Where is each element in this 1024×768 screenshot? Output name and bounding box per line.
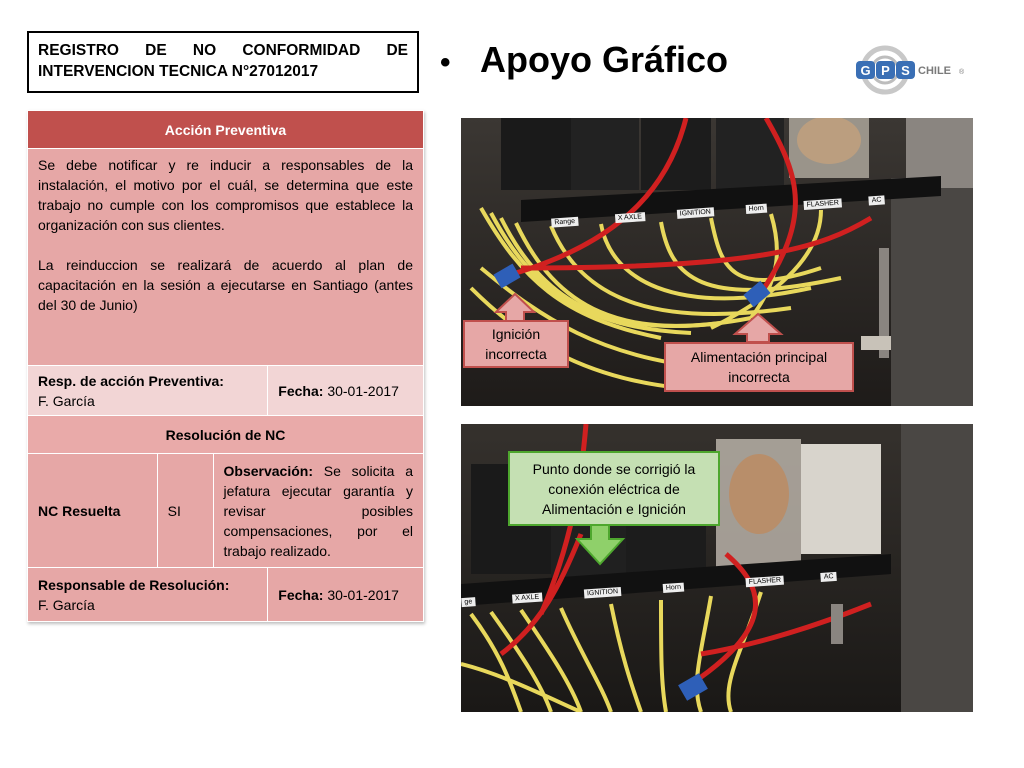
- fecha-preventiva-value: 30-01-2017: [327, 382, 399, 399]
- label-horn: Horn: [745, 204, 767, 214]
- resolucion-header: Resolución de NC: [28, 416, 424, 454]
- logo-brand-text: CHILE: [918, 65, 951, 77]
- resp-resolucion-name: F. García: [38, 596, 95, 613]
- observacion-label: Observación:: [223, 462, 313, 479]
- wiring-photo-before: [461, 118, 973, 406]
- label-ignition: IGNITION: [676, 207, 714, 219]
- fecha-resolucion-value: 30-01-2017: [327, 586, 399, 603]
- bullet-icon: •: [440, 46, 451, 79]
- logo-letter-p: P: [881, 63, 890, 78]
- label2-flasher: FLASHER: [746, 576, 785, 588]
- observacion-cell: [213, 454, 424, 568]
- nc-table: [27, 110, 424, 622]
- label2-horn: Horn: [663, 583, 685, 593]
- logo-letter-g: G: [860, 63, 871, 78]
- label2-range: ge: [461, 597, 475, 607]
- resp-resolucion-cell: [28, 568, 268, 622]
- logo-letter-s: S: [901, 63, 910, 78]
- label-flasher: FLASHER: [803, 198, 842, 210]
- label-x-axle: X AXLE: [615, 212, 646, 223]
- nc-resuelta-cell: NC Resuelta: [28, 454, 158, 568]
- arrow-down-icon-punto: [577, 524, 623, 564]
- callout-punto-corregido: Punto donde se corrigió la conexión eléctrica de Alimentación e Ignición: [508, 451, 720, 526]
- fecha-resolucion-cell: [268, 568, 424, 622]
- arrow-up-icon-ignicion: [496, 294, 534, 322]
- label-range: Range: [551, 217, 578, 228]
- resp-preventiva-cell: [28, 366, 268, 416]
- gps-chile-logo: [850, 45, 975, 95]
- arrow-up-icon-alimentacion: [735, 314, 781, 342]
- observacion-text: Se solicita a jefatura ejecutar garantía y revisar posibles compensaciones, por el trabajo realizado.: [223, 462, 414, 559]
- logo-registered-mark: ®: [959, 69, 965, 76]
- callout-ignicion-incorrecta: Ignición incorrecta: [463, 320, 569, 368]
- accion-paragraph-2: La reinduccion se realizará de acuerdo al plan de capacitación en la sesión a ejecutarse en Santiago (antes del 30 de Junio): [38, 257, 413, 313]
- accion-paragraph-1: Se debe notificar y re inducir a responsables de la instalación, el motivo por el cuál, se determina que este trabajo no cumple con los compromisos que establece la organización con sus clientes.: [38, 157, 413, 233]
- accion-preventiva-body: [28, 149, 424, 366]
- callout-alimentacion-incorrecta: Alimentación principal incorrecta: [664, 342, 854, 392]
- resp-preventiva-name: F. García: [38, 392, 95, 409]
- resp-preventiva-label: Resp. de acción Preventiva:: [38, 372, 224, 389]
- section-heading-text: Apoyo Gráfico: [480, 39, 729, 80]
- fecha-label: Fecha:: [278, 382, 324, 399]
- fecha-preventiva-cell: [268, 366, 424, 416]
- fecha-label-2: Fecha:: [278, 586, 324, 603]
- section-heading: [440, 38, 728, 85]
- label2-ignition: IGNITION: [584, 587, 622, 599]
- label-ac: AC: [868, 195, 884, 205]
- title-line-2: INTERVENCION TECNICA N°27012017: [38, 63, 319, 80]
- label2-x-axle: X AXLE: [512, 592, 543, 603]
- label2-ac: AC: [821, 572, 837, 582]
- title-line-1: REGISTRO DE NO CONFORMIDAD DE: [38, 42, 408, 59]
- document-title-box: [27, 31, 419, 93]
- accion-preventiva-header: Acción Preventiva: [28, 111, 424, 149]
- wiring-photo-after: [461, 424, 973, 712]
- resp-resolucion-label: Responsable de Resolución:: [38, 576, 230, 593]
- nc-resuelta-value: SI: [157, 454, 213, 568]
